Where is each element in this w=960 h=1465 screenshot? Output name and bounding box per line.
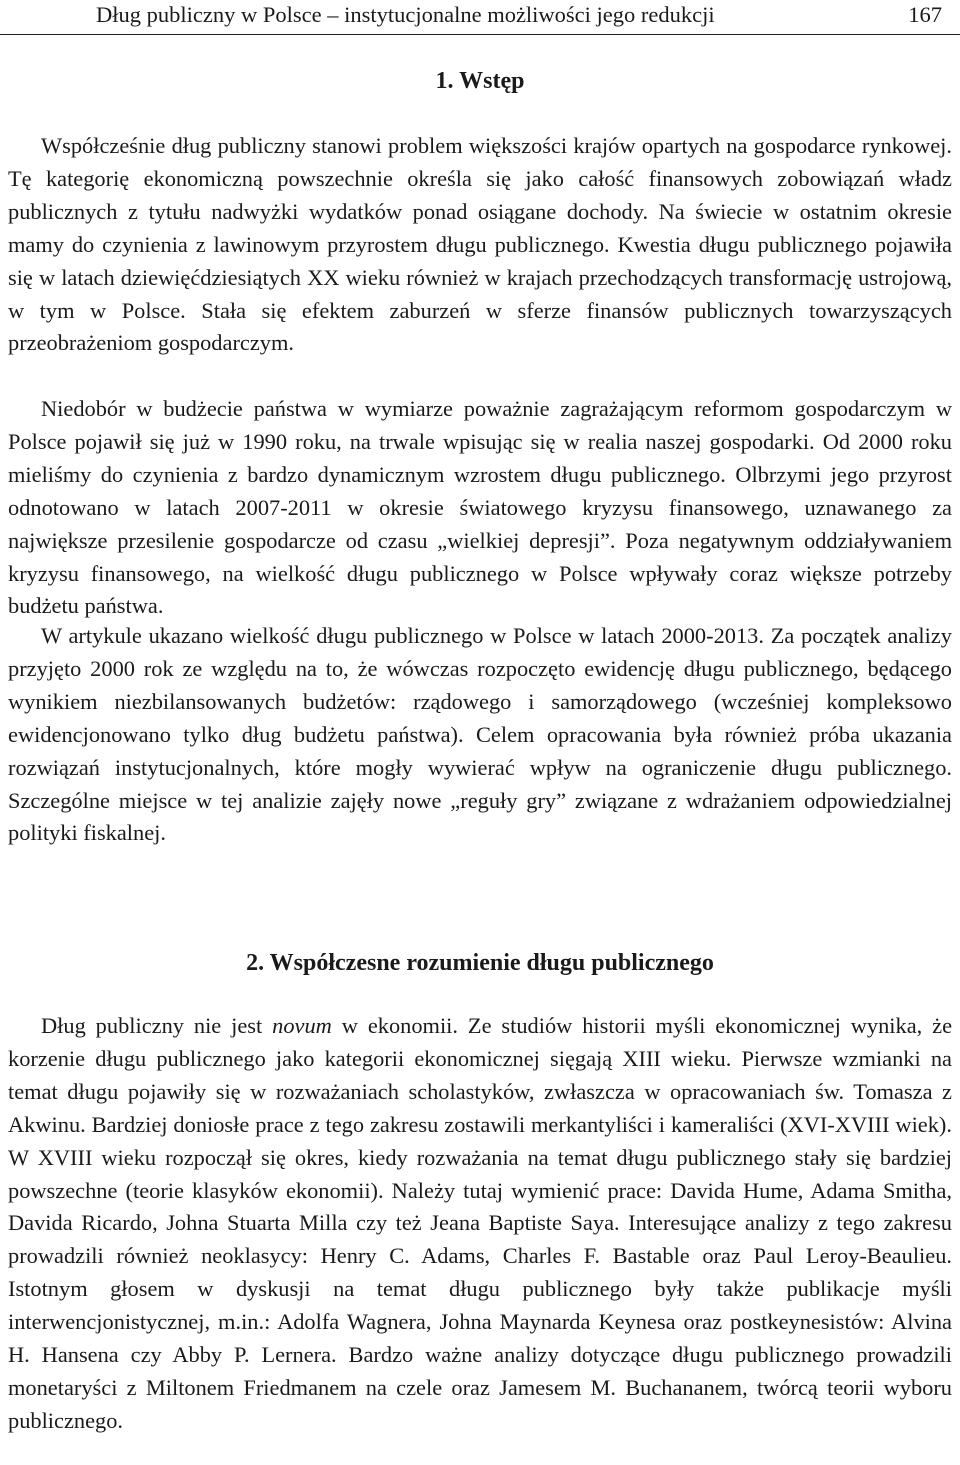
section-heading-introduction: 1. Wstęp (435, 68, 525, 94)
paragraph-introduction-1: Współcześnie dług publiczny stanowi problem większości krajów opartych na gospodarce rynkowej. Tę kategorię ekonomiczną powszechnie określa się jako całość finansowych zobowiązań władz publicznych z tytułu nadwyżki wydatków ponad osiągane dochody. Na świecie w ostatnim okresie mamy do czynienia z lawinowym przyrostem długu publicznego. Kwestia długu publicznego pojawiła się w latach dziewięćdziesiątych XX wieku również w krajach przechodzących transformację ustrojową, w tym w Polsce. Stała się efektem zaburzeń w sferze finansów publicznych towarzyszących przeobrażeniom gospodarczym. (8, 133, 952, 356)
section-heading-public-debt: 2. Współczesne rozumienie długu publicznego (246, 950, 714, 976)
paragraph-introduction-2: Niedobór w budżecie państwa w wymiarze poważnie zagrażającym reformom gospodarczym w Polsce pojawił się już w 1990 roku, na trwale wpisując się w realia naszej gospodarki. Od 2000 roku mieliśmy do czynienia z bardzo dynamicznym wzrostem długu publicznego. Olbrzymi jego przyrost odnotowano w latach 2007-2011 w okresie światowego kryzysu finansowego, uznawanego za największe przesilenie gospodarcze od czasu „wielkiej depresji”. Poza negatywnym oddziaływaniem kryzysu finansowego, na wielkość długu publicznego w Polsce wpływały coraz większe potrzeby budżetu państwa. (8, 396, 952, 619)
running-header (0, 0, 960, 35)
italic-term: novum (272, 1013, 332, 1038)
paragraph-introduction-3: W artykule ukazano wielkość długu publicznego w Polsce w latach 2000-2013. Za początek analizy przyjęto 2000 rok ze względu na to, że wówczas rozpoczęto ewidencję długu publicznego, będącego wynikiem niezbilansowanych budżetów: rządowego i samorządowego (wcześniej kompleksowo ewidencjonowano tylko dług budżetu państwa). Celem opracowania była również próba ukazania rozwiązań instytucjonalnych, które mogły wywierać wpływ na ograniczenie długu publicznego. Szczególne miejsce w tej analizie zajęły nowe „reguły gry” związane z wdrażaniem odpowiedzialnej polityki fiskalnej. (8, 623, 952, 846)
paragraph-rest-text: w ekonomii. Ze studiów historii myśli ekonomicznej wynika, że korzenie długu publicznego jako kategorii ekonomicznej sięgają XIII wieku. Pierwsze wzmianki na temat długu pojawiły się w rozważaniach scholastyków, zwłaszcza w opracowaniach św. Tomasza z Akwinu. Bardziej doniosłe prace z tego zakresu zostawili merkantyliści i kameraliści (XVI-XVIII wiek). W XVIII wieku rozpoczął się okres, kiedy rozważania na temat długu publicznego stały się bardziej powszechne (teorie klasyków ekonomii). Należy tutaj wymienić prace: Davida Hume, Adama Smitha, Davida Ricardo, Johna Stuarta Milla czy też Jeana Baptiste Saya. Interesujące analizy z tego zakresu prowadzili również neoklasycy: Henry C. Adams, Charles F. Bastable oraz Paul Leroy-Beaulieu. Istotnym głosem w dyskusji na temat długu publicznego były także publikacje myśli interwencjonistycznej, m.in.: Adolfa Wagnera, Johna Maynarda Keynesa oraz postkeynesistów: Alvina H. Hansena czy Abby P. Lernera. Bardzo ważne analizy dotyczące długu publicznego prowadzili monetaryści z Miltonem Friedmanem na czele oraz Jamesem M. Buchananem, twórcą teorii wyboru publicznego. (8, 1013, 953, 1433)
page-number: 167 (908, 2, 942, 27)
paragraph-intro-text: Dług publiczny nie jest (41, 1013, 273, 1038)
paragraph-public-debt-1 (8, 1010, 952, 1438)
running-header-title: Dług publiczny w Polsce – instytucjonalne możliwości jego redukcji (96, 2, 715, 27)
